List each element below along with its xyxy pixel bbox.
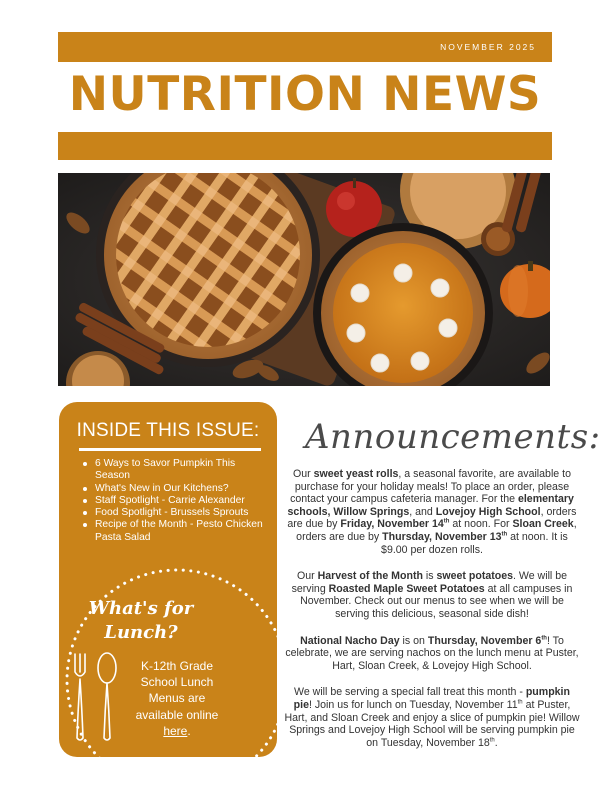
- text: We will be serving a special fall treat this month -: [294, 686, 526, 699]
- issue-item: 6 Ways to Savor Pumpkin This Season: [81, 458, 271, 483]
- text: at noon. It is $9.00 per dozen rolls.: [381, 530, 568, 556]
- announcement-nacho-day: [284, 635, 580, 673]
- bold-text: [428, 635, 547, 647]
- bold-text: Sloan Creek: [512, 518, 574, 531]
- lunch-menu-text: [129, 658, 225, 739]
- bold-text: sweet potatoes: [436, 570, 514, 583]
- text: is: [422, 570, 437, 583]
- bold-text: [340, 518, 449, 530]
- announcements-body: [284, 468, 580, 763]
- text: , and: [409, 505, 436, 518]
- bold-text: sweet yeast rolls: [313, 468, 399, 480]
- pies-illustration: [58, 173, 550, 386]
- text: Thursday, November 6: [427, 634, 542, 647]
- sidebar-title: INSIDE THIS ISSUE:: [76, 420, 260, 441]
- issue-list: [81, 458, 271, 544]
- text: at all campuses in November. Check out our menus to see when we will be serving this delicious, seasonal side dish!: [300, 582, 573, 620]
- text: Our: [293, 468, 314, 480]
- text: .: [494, 736, 498, 749]
- bold-text: Lovejoy High School: [435, 505, 541, 518]
- announcements-title: Announcements:: [305, 417, 601, 457]
- announcement-harvest: [284, 570, 580, 620]
- bold-text: Harvest of the Month: [317, 570, 423, 583]
- text: is on: [399, 634, 428, 647]
- announcement-rolls: [284, 468, 580, 556]
- bold-text: Roasted Maple Sweet Potatoes: [328, 582, 485, 595]
- bold-text: pumpkin pie: [293, 686, 570, 711]
- header-bottom-bar: [58, 132, 552, 160]
- issue-item: Recipe of the Month - Pesto Chicken Pasta Salad: [81, 519, 271, 544]
- lunch-menu-period: .: [187, 723, 191, 738]
- newsletter-title: NUTRITION NEWS: [68, 67, 542, 122]
- issue-item: Food Spotlight - Brussels Sprouts: [81, 507, 271, 519]
- text: , orders are due by: [296, 518, 577, 543]
- bold-text: [382, 531, 507, 543]
- issue-date: NOVEMBER 2025: [440, 42, 536, 52]
- lunch-heading: [81, 597, 201, 645]
- text: . We will be serving: [291, 570, 567, 595]
- text: Thursday, November 13: [382, 530, 502, 543]
- superscript: th: [443, 518, 450, 525]
- text: ! Join us for lunch on Tuesday, November 11: [308, 698, 518, 711]
- superscript: th: [517, 699, 523, 706]
- sidebar-panel: [59, 402, 277, 757]
- fork-spoon-icon: [67, 650, 127, 745]
- issue-item: What's New in Our Kitchens?: [81, 483, 271, 495]
- sidebar-divider: [79, 448, 261, 451]
- text: ! To celebrate, we are serving nachos on the lunch menu at Puster, Hart, Sloan Creek, & Lovejoy High School.: [285, 634, 579, 672]
- text: , orders are due by: [287, 505, 577, 531]
- text: at Puster, Hart, and Sloan Creek and enjoy a slice of pumpkin pie! Willow Springs and Lovejoy High School will be serving pumpkin pie on Tuesday, November 18: [284, 698, 580, 749]
- text: at noon. For: [449, 518, 513, 531]
- superscript: th: [501, 531, 508, 538]
- hero-image: [58, 173, 550, 386]
- lunch-menu-link[interactable]: here: [163, 723, 188, 738]
- lunch-heading-line2: Lunch?: [104, 622, 178, 643]
- header-top-bar: [58, 32, 552, 62]
- bold-text: elementary schools, Willow Springs: [287, 493, 574, 518]
- bold-text: National Nacho Day: [300, 634, 400, 647]
- text: , a seasonal favorite, are available to purchase for your holiday meals! To place an order, please contact your campus cafeteria manager. For the: [290, 468, 571, 506]
- lunch-heading-line1: What's for: [88, 598, 194, 619]
- text: Our: [296, 570, 318, 583]
- superscript: th: [489, 737, 495, 744]
- issue-item: Staff Spotlight - Carrie Alexander: [81, 495, 271, 507]
- announcement-pumpkin-pie: [284, 686, 580, 749]
- lunch-menu-description: K-12th Grade School Lunch Menus are available online: [135, 659, 219, 722]
- superscript: th: [541, 635, 547, 641]
- text: Friday, November 14: [340, 518, 444, 531]
